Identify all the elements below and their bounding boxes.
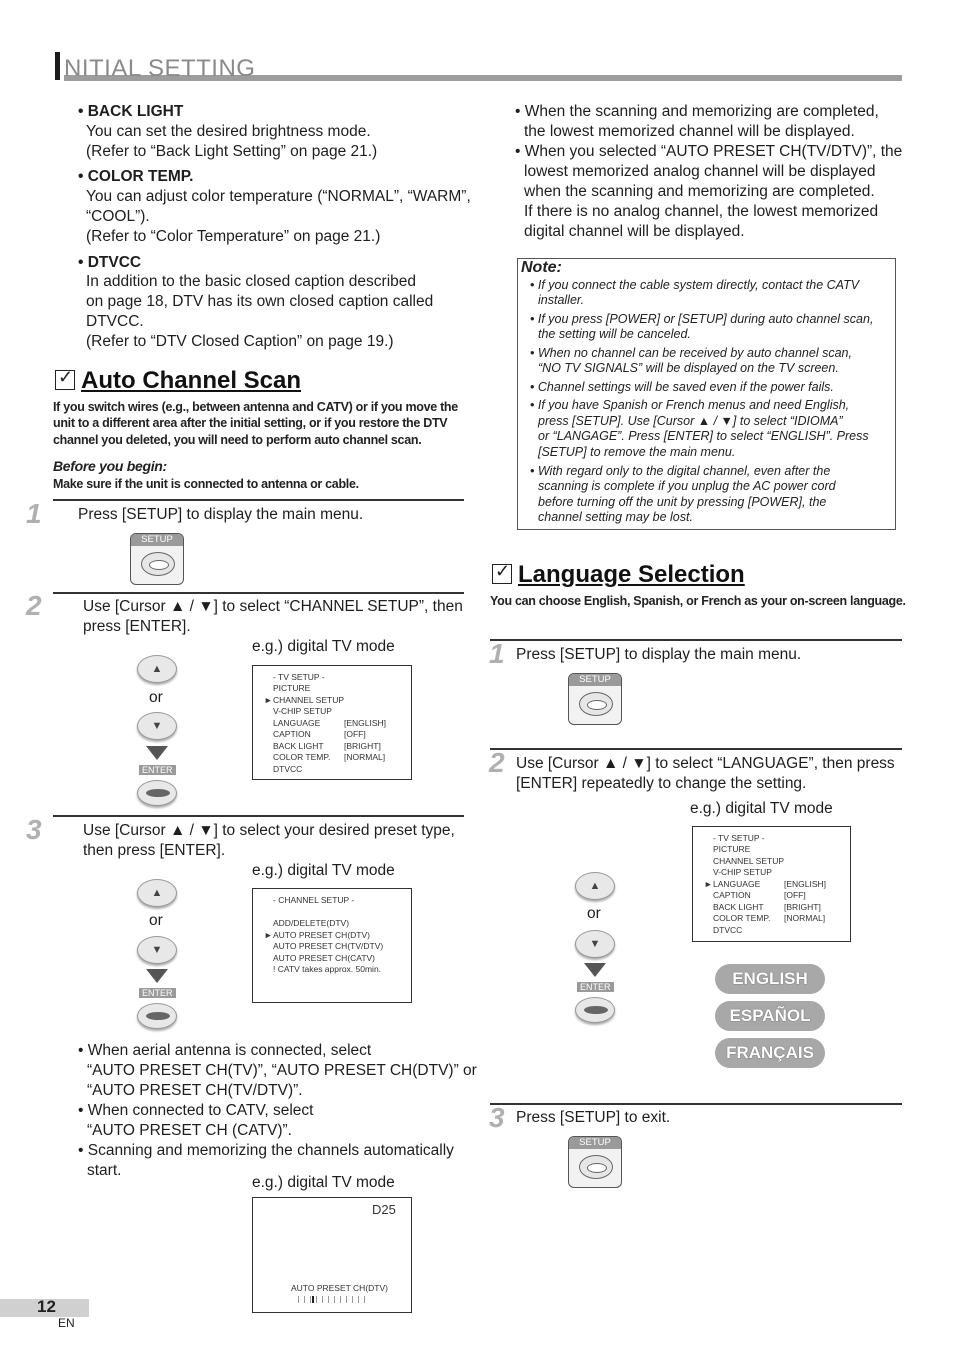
menu-value: [NORMAL]	[344, 752, 386, 762]
step-3-number: 3	[489, 1102, 505, 1133]
menu-value: [BRIGHT]	[344, 741, 381, 751]
menu-item: AUTO PRESET CH(CATV)	[273, 953, 376, 963]
menu-item-selected: CHANNEL SETUP	[273, 695, 345, 705]
menu-item-selected: AUTO PRESET CH(DTV)	[273, 930, 370, 940]
bullet-line: start.	[87, 1162, 122, 1179]
selected-cursor-icon: ►	[264, 695, 273, 705]
menu-item: AUTO PRESET CH(TV/DTV)	[273, 941, 384, 951]
note-line: • If you press [POWER] or [SETUP] during auto channel scan,	[530, 312, 874, 326]
arrow-down-icon	[146, 746, 168, 760]
eg-label: e.g.) digital TV mode	[252, 638, 395, 655]
dtvcc-desc3: DTVCC.	[86, 313, 144, 330]
right-bullet: digital channel will be displayed.	[524, 223, 745, 240]
page-lang: EN	[58, 1316, 75, 1330]
auto-intro-3: channel you deleted, you will need to perform auto channel scan.	[53, 433, 422, 447]
auto-scan-heading	[55, 367, 301, 395]
cursor-down-button[interactable]	[137, 936, 177, 964]
lang-step-2-text-2: [ENTER] repeatedly to change the setting.	[516, 775, 807, 792]
menu-item: PICTURE	[713, 844, 751, 854]
divider	[53, 499, 464, 501]
divider	[490, 1103, 902, 1105]
make-sure-text: Make sure if the unit is connected to antenna or cable.	[53, 477, 359, 491]
up-arrow-icon: ▲	[151, 887, 163, 899]
setup-label: SETUP	[131, 534, 183, 546]
note-title: Note:	[521, 259, 562, 276]
section-header: NITIAL SETTING	[64, 55, 256, 82]
setup-label: SETUP	[569, 1137, 621, 1149]
cursor-up-button[interactable]	[575, 872, 615, 900]
step-3-text: Use [Cursor ▲ / ▼] to select your desired preset type,	[83, 822, 455, 839]
menu-value: [OFF]	[784, 890, 806, 900]
note-line: press [SETUP]. Use [Cursor ▲ / ▼] to select “IDIOMA”	[538, 414, 843, 428]
up-arrow-icon: ▲	[151, 663, 163, 675]
enter-button[interactable]	[137, 1003, 177, 1029]
menu-item: DTVCC	[273, 764, 303, 774]
enter-button[interactable]	[137, 780, 177, 806]
note-line: • When no channel can be received by auto channel scan,	[530, 346, 852, 360]
dtvcc-desc2: on page 18, DTV has its own closed caption called	[86, 293, 434, 310]
or-label: or	[587, 905, 601, 922]
colortemp-desc: You can adjust color temperature (“NORMAL”, “WARM”,	[86, 188, 471, 205]
step-2-number: 2	[26, 590, 42, 621]
channel-number: D25	[372, 1202, 396, 1217]
bullet-line: • When connected to CATV, select	[78, 1102, 314, 1119]
checkbox-icon	[492, 564, 512, 584]
tv-menu-screen	[252, 665, 412, 780]
menu-item: ADD/DELETE(DTV)	[273, 918, 350, 928]
menu-value: [ENGLISH]	[784, 879, 827, 889]
note-box	[517, 258, 896, 530]
divider	[490, 748, 902, 750]
note-line: before turning off the unit by pressing [POWER], the	[538, 495, 827, 509]
selected-cursor-icon: ►	[704, 879, 713, 889]
lang-step-3-text: Press [SETUP] to exit.	[516, 1109, 671, 1126]
scan-progress-bar	[298, 1296, 368, 1303]
up-arrow-icon: ▲	[589, 880, 601, 892]
enter-label: ENTER	[577, 982, 614, 992]
down-arrow-icon: ▼	[151, 944, 163, 956]
selected-cursor-icon: ►	[264, 930, 273, 940]
eg-label: e.g.) digital TV mode	[252, 1174, 395, 1191]
bullet-line: “AUTO PRESET CH (CATV)”.	[87, 1122, 292, 1139]
right-bullet: • When the scanning and memorizing are completed,	[515, 103, 879, 120]
enter-label: ENTER	[139, 765, 176, 775]
bullet-line: “AUTO PRESET CH(TV)”, “AUTO PRESET CH(DTV)” or	[87, 1062, 477, 1079]
down-arrow-icon: ▼	[589, 938, 601, 950]
colortemp-ref: (Refer to “Color Temperature” on page 21.)	[86, 228, 381, 245]
or-label: or	[149, 689, 163, 706]
right-bullet: the lowest memorized channel will be displayed.	[524, 123, 855, 140]
tv-menu-screen	[692, 826, 851, 942]
step-1-number: 1	[489, 638, 505, 669]
backlight-desc: You can set the desired brightness mode.	[86, 123, 371, 140]
enter-label: ENTER	[139, 988, 176, 998]
setup-button-icon	[579, 1155, 613, 1179]
dtvcc-ref: (Refer to “DTV Closed Caption” on page 19.)	[86, 333, 394, 350]
colortemp-title: • COLOR TEMP.	[78, 168, 194, 185]
or-label: or	[149, 912, 163, 929]
channel-setup-screen	[252, 888, 412, 1003]
menu-item: - TV SETUP -	[273, 672, 325, 682]
menu-value: [NORMAL]	[784, 913, 826, 923]
note-line: • Channel settings will be saved even if the power fails.	[530, 380, 834, 394]
bullet-line: “AUTO PRESET CH(TV/DTV)”.	[87, 1082, 303, 1099]
divider	[53, 815, 464, 817]
menu-item: BACK LIGHT	[273, 741, 324, 751]
checkbox-icon	[55, 370, 75, 390]
right-bullet: when the scanning and memorizing are completed.	[524, 183, 875, 200]
step-1-number: 1	[26, 498, 42, 529]
step-3-text-2: then press [ENTER].	[83, 842, 226, 859]
note-line: or “LANGAGE”. Press [ENTER] to select “ENGLISH”. Press	[538, 429, 869, 443]
menu-item: CAPTION	[713, 890, 751, 900]
lang-step-1-text: Press [SETUP] to display the main menu.	[516, 646, 802, 663]
menu-item: CAPTION	[273, 729, 311, 739]
menu-item: COLOR TEMP.	[713, 913, 771, 923]
page-number: 12	[37, 1297, 56, 1316]
divider	[490, 639, 902, 641]
dtvcc-desc1: In addition to the basic closed caption described	[86, 273, 417, 290]
eg-label: e.g.) digital TV mode	[690, 800, 833, 817]
cursor-down-button[interactable]	[137, 712, 177, 740]
cursor-up-button[interactable]	[137, 655, 177, 683]
menu-item: - CHANNEL SETUP -	[273, 895, 355, 905]
language-heading	[492, 561, 745, 589]
arrow-down-icon	[584, 963, 606, 977]
right-bullet: • When you selected “AUTO PRESET CH(TV/DTV)”, the	[515, 143, 903, 160]
language-option-french: FRANÇAIS	[715, 1038, 825, 1068]
before-you-begin: Before you begin:	[53, 458, 167, 474]
menu-item: COLOR TEMP.	[273, 752, 331, 762]
note-line: • If you have Spanish or French menus and need English,	[530, 398, 850, 412]
step-1-text: Press [SETUP] to display the main menu.	[78, 506, 364, 523]
menu-item: CHANNEL SETUP	[713, 856, 785, 866]
note-line: [SETUP] to remove the main menu.	[538, 445, 736, 459]
bullet-line: • When aerial antenna is connected, select	[78, 1042, 372, 1059]
language-title: Language Selection	[518, 561, 745, 588]
note-line: • If you connect the cable system directly, contact the CATV	[530, 278, 860, 292]
setup-button[interactable]	[568, 673, 622, 725]
cursor-down-button[interactable]	[575, 930, 615, 958]
note-line: “NO TV SIGNALS” will be displayed on the TV screen.	[538, 361, 839, 375]
menu-item: PICTURE	[273, 683, 311, 693]
backlight-ref: (Refer to “Back Light Setting” on page 21.)	[86, 143, 378, 160]
auto-scan-title: Auto Channel Scan	[81, 367, 302, 394]
menu-value: [ENGLISH]	[344, 718, 387, 728]
step-2-text: Use [Cursor ▲ / ▼] to select “CHANNEL SETUP”, then	[83, 598, 463, 615]
auto-intro-2: unit to a different area after the initial setting, or if you restore the DTV	[53, 416, 448, 430]
menu-item: V-CHIP SETUP	[713, 867, 772, 877]
eg-label: e.g.) digital TV mode	[252, 862, 395, 879]
note-line: scanning is complete if you unplug the AC power cord	[538, 479, 836, 493]
setup-button[interactable]	[130, 533, 184, 585]
menu-note: ! CATV takes approx. 50min.	[273, 964, 382, 974]
enter-button[interactable]	[575, 997, 615, 1023]
colortemp-desc2: “COOL”).	[86, 208, 150, 225]
setup-button-icon	[579, 692, 613, 716]
setup-button[interactable]	[568, 1136, 622, 1188]
down-arrow-icon: ▼	[151, 720, 163, 732]
step-2-text-2: press [ENTER].	[83, 618, 191, 635]
setup-label: SETUP	[569, 674, 621, 686]
header-bar	[55, 52, 60, 80]
menu-item: DTVCC	[713, 925, 743, 935]
arrow-down-icon	[146, 969, 168, 983]
note-line: installer.	[538, 293, 585, 307]
dtvcc-title: • DTVCC	[78, 254, 142, 271]
scan-label: AUTO PRESET CH(DTV)	[291, 1283, 388, 1293]
note-line: • With regard only to the digital channel, even after the	[530, 464, 831, 478]
lang-step-2-text: Use [Cursor ▲ / ▼] to select “LANGUAGE”, then press	[516, 755, 895, 772]
menu-item: - TV SETUP -	[713, 833, 765, 843]
menu-value: [OFF]	[344, 729, 366, 739]
cursor-up-button[interactable]	[137, 879, 177, 907]
divider	[53, 592, 464, 594]
note-line: channel setting may be lost.	[538, 510, 693, 524]
scan-progress-marker	[312, 1296, 314, 1303]
step-3-number: 3	[26, 814, 42, 845]
language-option-spanish: ESPAÑOL	[715, 1001, 825, 1031]
language-intro: You can choose English, Spanish, or French as your on-screen language.	[490, 594, 906, 608]
setup-button-icon	[141, 552, 175, 576]
menu-item: V-CHIP SETUP	[273, 706, 332, 716]
backlight-title: • BACK LIGHT	[78, 103, 184, 120]
step-2-number: 2	[489, 747, 505, 778]
menu-item: BACK LIGHT	[713, 902, 764, 912]
menu-item: LANGUAGE	[273, 718, 321, 728]
scan-screen	[252, 1197, 412, 1313]
bullet-line: • Scanning and memorizing the channels automatically	[78, 1142, 454, 1159]
menu-item-selected: LANGUAGE	[713, 879, 761, 889]
right-bullet: lowest memorized analog channel will be displayed	[524, 163, 876, 180]
right-bullet: If there is no analog channel, the lowest memorized	[524, 203, 879, 220]
menu-value: [BRIGHT]	[784, 902, 821, 912]
note-line: the setting will be canceled.	[538, 327, 691, 341]
auto-intro-1: If you switch wires (e.g., between antenna and CATV) or if you move the	[53, 400, 458, 414]
language-option-english: ENGLISH	[715, 964, 825, 994]
